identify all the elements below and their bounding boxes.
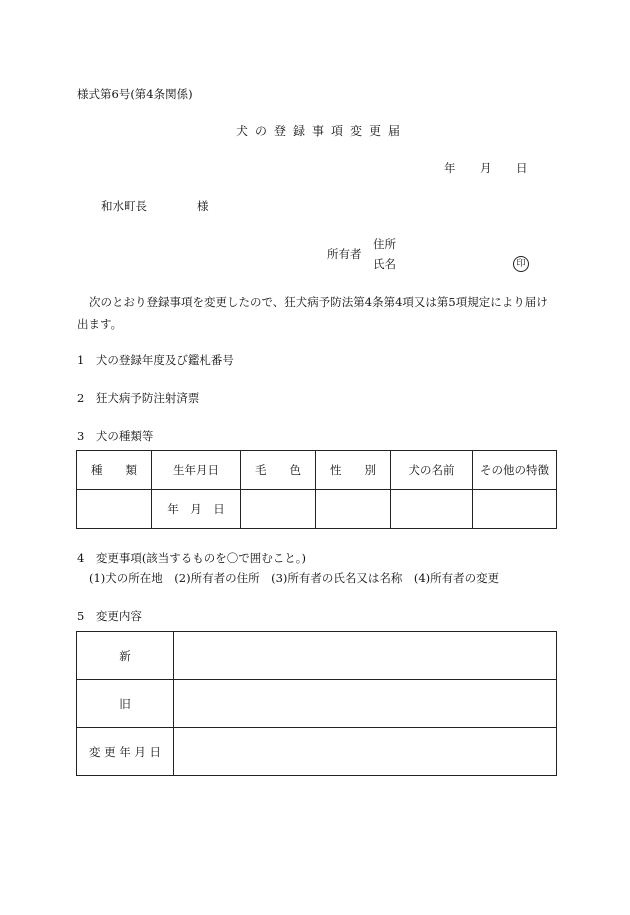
cell-breed[interactable] [77, 490, 152, 529]
header-breed: 種 類 [77, 451, 152, 490]
owner-address-label: 住所 [373, 237, 396, 251]
header-other-features: その他の特徴 [473, 451, 557, 490]
form-number: 様式第6号(第4条関係) [77, 87, 193, 101]
section-3-heading: 3 犬の種類等 [77, 429, 154, 443]
section-4-heading: 4 変更事項(該当するものを〇で囲むこと。) [77, 551, 307, 565]
dog-info-table [76, 450, 557, 529]
section-2-heading: 2 狂犬病予防注射済票 [77, 391, 200, 405]
cell-coat-color[interactable] [241, 490, 316, 529]
page-title: 犬の登録事項変更届 [236, 124, 408, 138]
date-day: 日 [516, 161, 528, 175]
seal-mark [513, 255, 529, 272]
change-content-table [76, 631, 557, 776]
header-sex: 性 別 [316, 451, 391, 490]
body-text-line2: 出ます。 [77, 317, 123, 331]
addressee-honorific: 様 [197, 199, 209, 213]
date-year: 年 [444, 161, 456, 175]
cell-birthdate[interactable]: 年 月 日 [152, 490, 241, 529]
label-old: 旧 [77, 680, 174, 728]
section-1-heading: 1 犬の登録年度及び鑑札番号 [77, 353, 234, 367]
cell-dog-name[interactable] [391, 490, 473, 529]
cell-other-features[interactable] [473, 490, 557, 529]
owner-name-label: 氏名 [373, 257, 396, 271]
header-birthdate: 生年月日 [152, 451, 241, 490]
cell-change-date[interactable] [174, 728, 557, 776]
section-5-heading: 5 変更内容 [77, 609, 142, 623]
cell-old[interactable] [174, 680, 557, 728]
owner-label: 所有者 [327, 247, 362, 261]
header-coat-color: 毛 色 [241, 451, 316, 490]
cell-sex[interactable] [316, 490, 391, 529]
header-dog-name: 犬の名前 [391, 451, 473, 490]
seal-icon: 印 [513, 256, 529, 272]
addressee-name: 和水町長 [101, 199, 147, 213]
body-text-line1: 次のとおり登録事項を変更したので、狂犬病予防法第4条第4項又は第5項規定により届け [89, 295, 548, 309]
date-month: 月 [480, 161, 492, 175]
cell-new[interactable] [174, 632, 557, 680]
label-new: 新 [77, 632, 174, 680]
label-change-date: 変 更 年 月 日 [77, 728, 174, 776]
section-4-options: (1)犬の所在地 (2)所有者の住所 (3)所有者の氏名又は名称 (4)所有者の変更 [89, 571, 500, 585]
